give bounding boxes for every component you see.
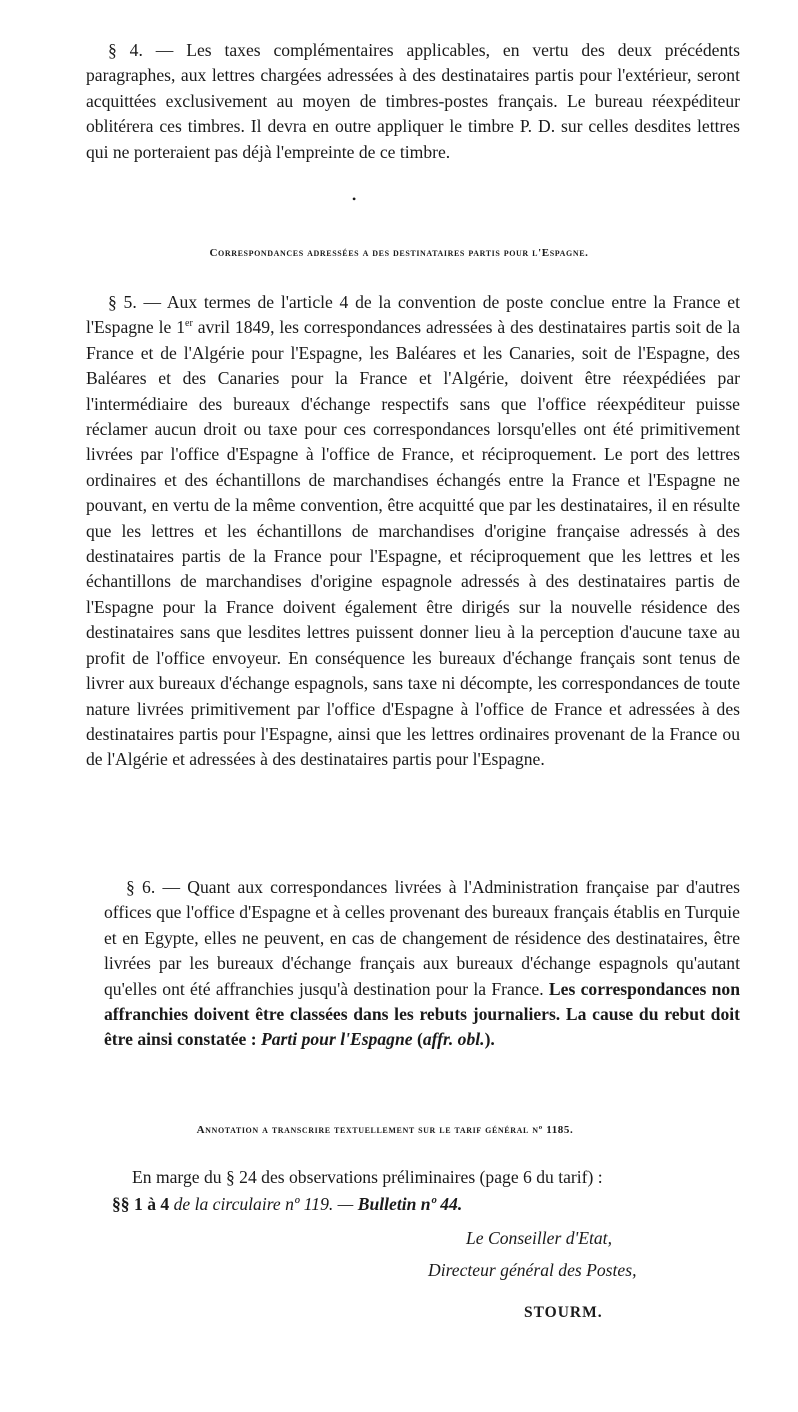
annotation-refs <box>112 1192 740 1217</box>
section-4-text: — Les taxes complémentaires applicables, en vertu des deux précédents paragraphes, aux lettres chargées adressées à des destinataires partis pour l'extérieur, seront acquittées exclusivement au moyen de timbres-postes français. Le bureau réexpéditeur oblitérera ces timbres. Il devra en outre appliquer le timbre P. D. sur celles desdites lettres qui ne porteraient pas déjà l'empreinte de ce timbre. <box>86 40 740 162</box>
section-6 <box>104 875 740 1053</box>
annotation-line-2 <box>112 1192 740 1217</box>
annotation-refs-circ: de la circulaire nº 119. — <box>169 1194 358 1214</box>
section-4-mark: § 4. <box>108 40 143 60</box>
section-5 <box>86 290 740 773</box>
annotation-refs-bulletin: Bulletin nº 44. <box>357 1194 463 1214</box>
bullet-dot: • <box>352 192 357 206</box>
section-4 <box>86 38 740 165</box>
section-5-paragraph <box>86 290 740 773</box>
section-5-sup: er <box>185 318 193 330</box>
annotation-refs-mark: §§ 1 à 4 <box>112 1194 170 1214</box>
signature-title-1: Le Conseiller d'Etat, <box>466 1228 612 1248</box>
heading-annotation: Annotation a transcrire textuellement sur le tarif général nº 1185. <box>196 1124 574 1136</box>
section-6-text-regular: — Quant aux correspondances livrées à l'Administration française par d'autres offices que l'office d'Espagne et à celles provenant des bureaux français établis en Turquie et en Egypte, elles ne peuvent, en cas de changement de résidence des destinataires, être livrées par les bureaux d'échange français aux bureaux d'échange espagnols qu'autant qu'elles ont été affranchies jusqu'à destination pour la France. <box>104 877 740 999</box>
annotation-line-1: En marge du § 24 des observations préliminaires (page 6 du tarif) : <box>132 1167 603 1187</box>
section-6-paren-close: ). <box>484 1029 495 1050</box>
section-4-paragraph <box>86 38 740 165</box>
section-5-mark: § 5. <box>108 292 137 312</box>
section-6-abbr: affr. obl. <box>422 1029 485 1050</box>
section-6-paren-open: ( <box>412 1029 423 1050</box>
section-5-text-b: avril 1849, les correspondances adressées à des destinataires partis soit de la France et de l'Algérie pour l'Espagne, les Baléares et les Canaries, soit de l'Espagne, des Baléares et des Canaries pour la France et l'Algérie, doivent être réexpédiées par l'intermédiaire des bureaux d'échange respectifs sans que l'office réexpéditeur puisse réclamer aucun droit ou taxe pour ces correspondances lorsqu'elles ont été primitivement livrées par l'office d'Espagne à l'office de France, et réciproquement. Le port des lettres ordinaires et des échantillons de marchandises échangés entre la France et l'Espagne ne pouvant, en vertu de la même convention, être acquitté que par les destinataires, il en résulte que les lettres et les échantillons de marchandises d'origine française adressés à des destinataires partis de la France pour l'Espagne, et réciproquement que les lettres et les échantillons de marchandises d'origine espagnole adressés à des destinataires partis de l'Espagne pour la France doivent également être dirigés sur la nouvelle résidence des destinataires sans que lesdites lettres puissent donner lieu à la perception d'aucune taxe au profit de l'office envoyeur. En conséquence les bureaux d'échange français sont tenus de livrer aux bureaux d'échange espagnols, sans taxe ni décompte, les correspondances de toute nature livrées primitivement par l'office d'Espagne à l'office de France et adressées à des destinataires partis pour l'Espagne, ainsi que les lettres ordinaires provenant de la France ou de l'Algérie et adressées à des destinataires partis pour l'Espagne. <box>86 317 740 770</box>
section-6-bold-italic: Parti pour l'Espagne <box>261 1029 413 1050</box>
section-5-text-a: — Aux termes de l'article 4 de la convention de poste conclue entre la France et l'Espagne le 1 <box>86 292 741 338</box>
section-6-mark: § 6. <box>126 877 156 897</box>
heading-espagne: Correspondances adressées a des destinataires partis pour l'Espagne. <box>209 247 589 259</box>
signature-name: STOURM. <box>524 1304 603 1321</box>
section-6-paragraph <box>104 875 740 1053</box>
section-6-text-bold: Les correspondances non affranchies doivent être classées dans les rebuts journaliers. La cause du rebut doit être ainsi constatée : <box>104 978 740 1050</box>
annotation-block <box>112 1165 740 1190</box>
signature-title-2: Directeur général des Postes, <box>428 1260 637 1280</box>
